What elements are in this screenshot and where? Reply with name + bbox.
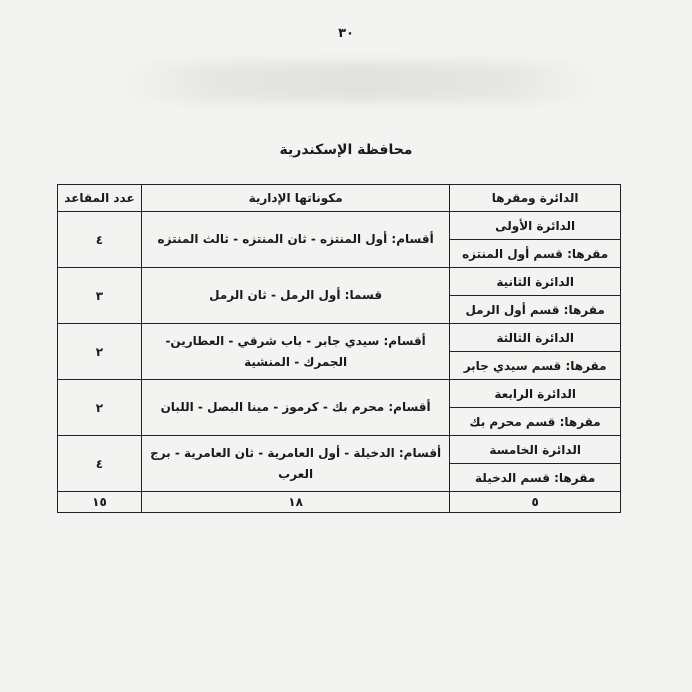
district-sections: أقسام: سيدي جابر - باب شرقي - العطارين- الجمرك - المنشية [141,324,449,380]
district-hq: مقرها: قسم الدخيلة [450,464,621,492]
district-name: الدائرة الثالثة [450,324,621,352]
district-seats: ٣ [58,268,142,324]
scan-bleed-through [120,62,600,102]
district-sections: أقسام: أول المنتزه - ثان المنتزه - ثالث المنتزه [141,212,449,268]
table-row [58,324,621,352]
page-title: محافظة الإسكندرية [279,142,413,158]
total-districts: ٥ [450,492,621,513]
district-sections: أقسام: محرم بك - كرموز - مينا البصل - اللبان [141,380,449,436]
district-name: الدائرة الخامسة [450,436,621,464]
table-row [58,212,621,240]
header-seats: عدد المقاعد [58,185,142,212]
district-hq: مقرها: قسم أول المنتزه [450,240,621,268]
table-row [58,436,621,464]
header-district: الدائرة ومقرها [450,185,621,212]
district-seats: ٤ [58,436,142,492]
district-sections: أقسام: الدخيلة - أول العامرية - ثان العامرية - برج العرب [141,436,449,492]
table-header-row [58,185,621,212]
totals-row [58,492,621,513]
table-row [58,268,621,296]
district-name: الدائرة الرابعة [450,380,621,408]
district-name: الدائرة الثانية [450,268,621,296]
district-name: الدائرة الأولى [450,212,621,240]
total-seats: ١٥ [58,492,142,513]
district-seats: ٤ [58,212,142,268]
table-row [58,380,621,408]
header-components: مكوناتها الإدارية [141,185,449,212]
total-components: ١٨ [141,492,449,513]
district-hq: مقرها: قسم محرم بك [450,408,621,436]
district-hq: مقرها: قسم أول الرمل [450,296,621,324]
district-sections: قسما: أول الرمل - ثان الرمل [141,268,449,324]
page-number: ٣٠ [338,26,354,41]
district-seats: ٢ [58,324,142,380]
districts-table [57,184,621,513]
district-hq: مقرها: قسم سيدي جابر [450,352,621,380]
district-seats: ٢ [58,380,142,436]
